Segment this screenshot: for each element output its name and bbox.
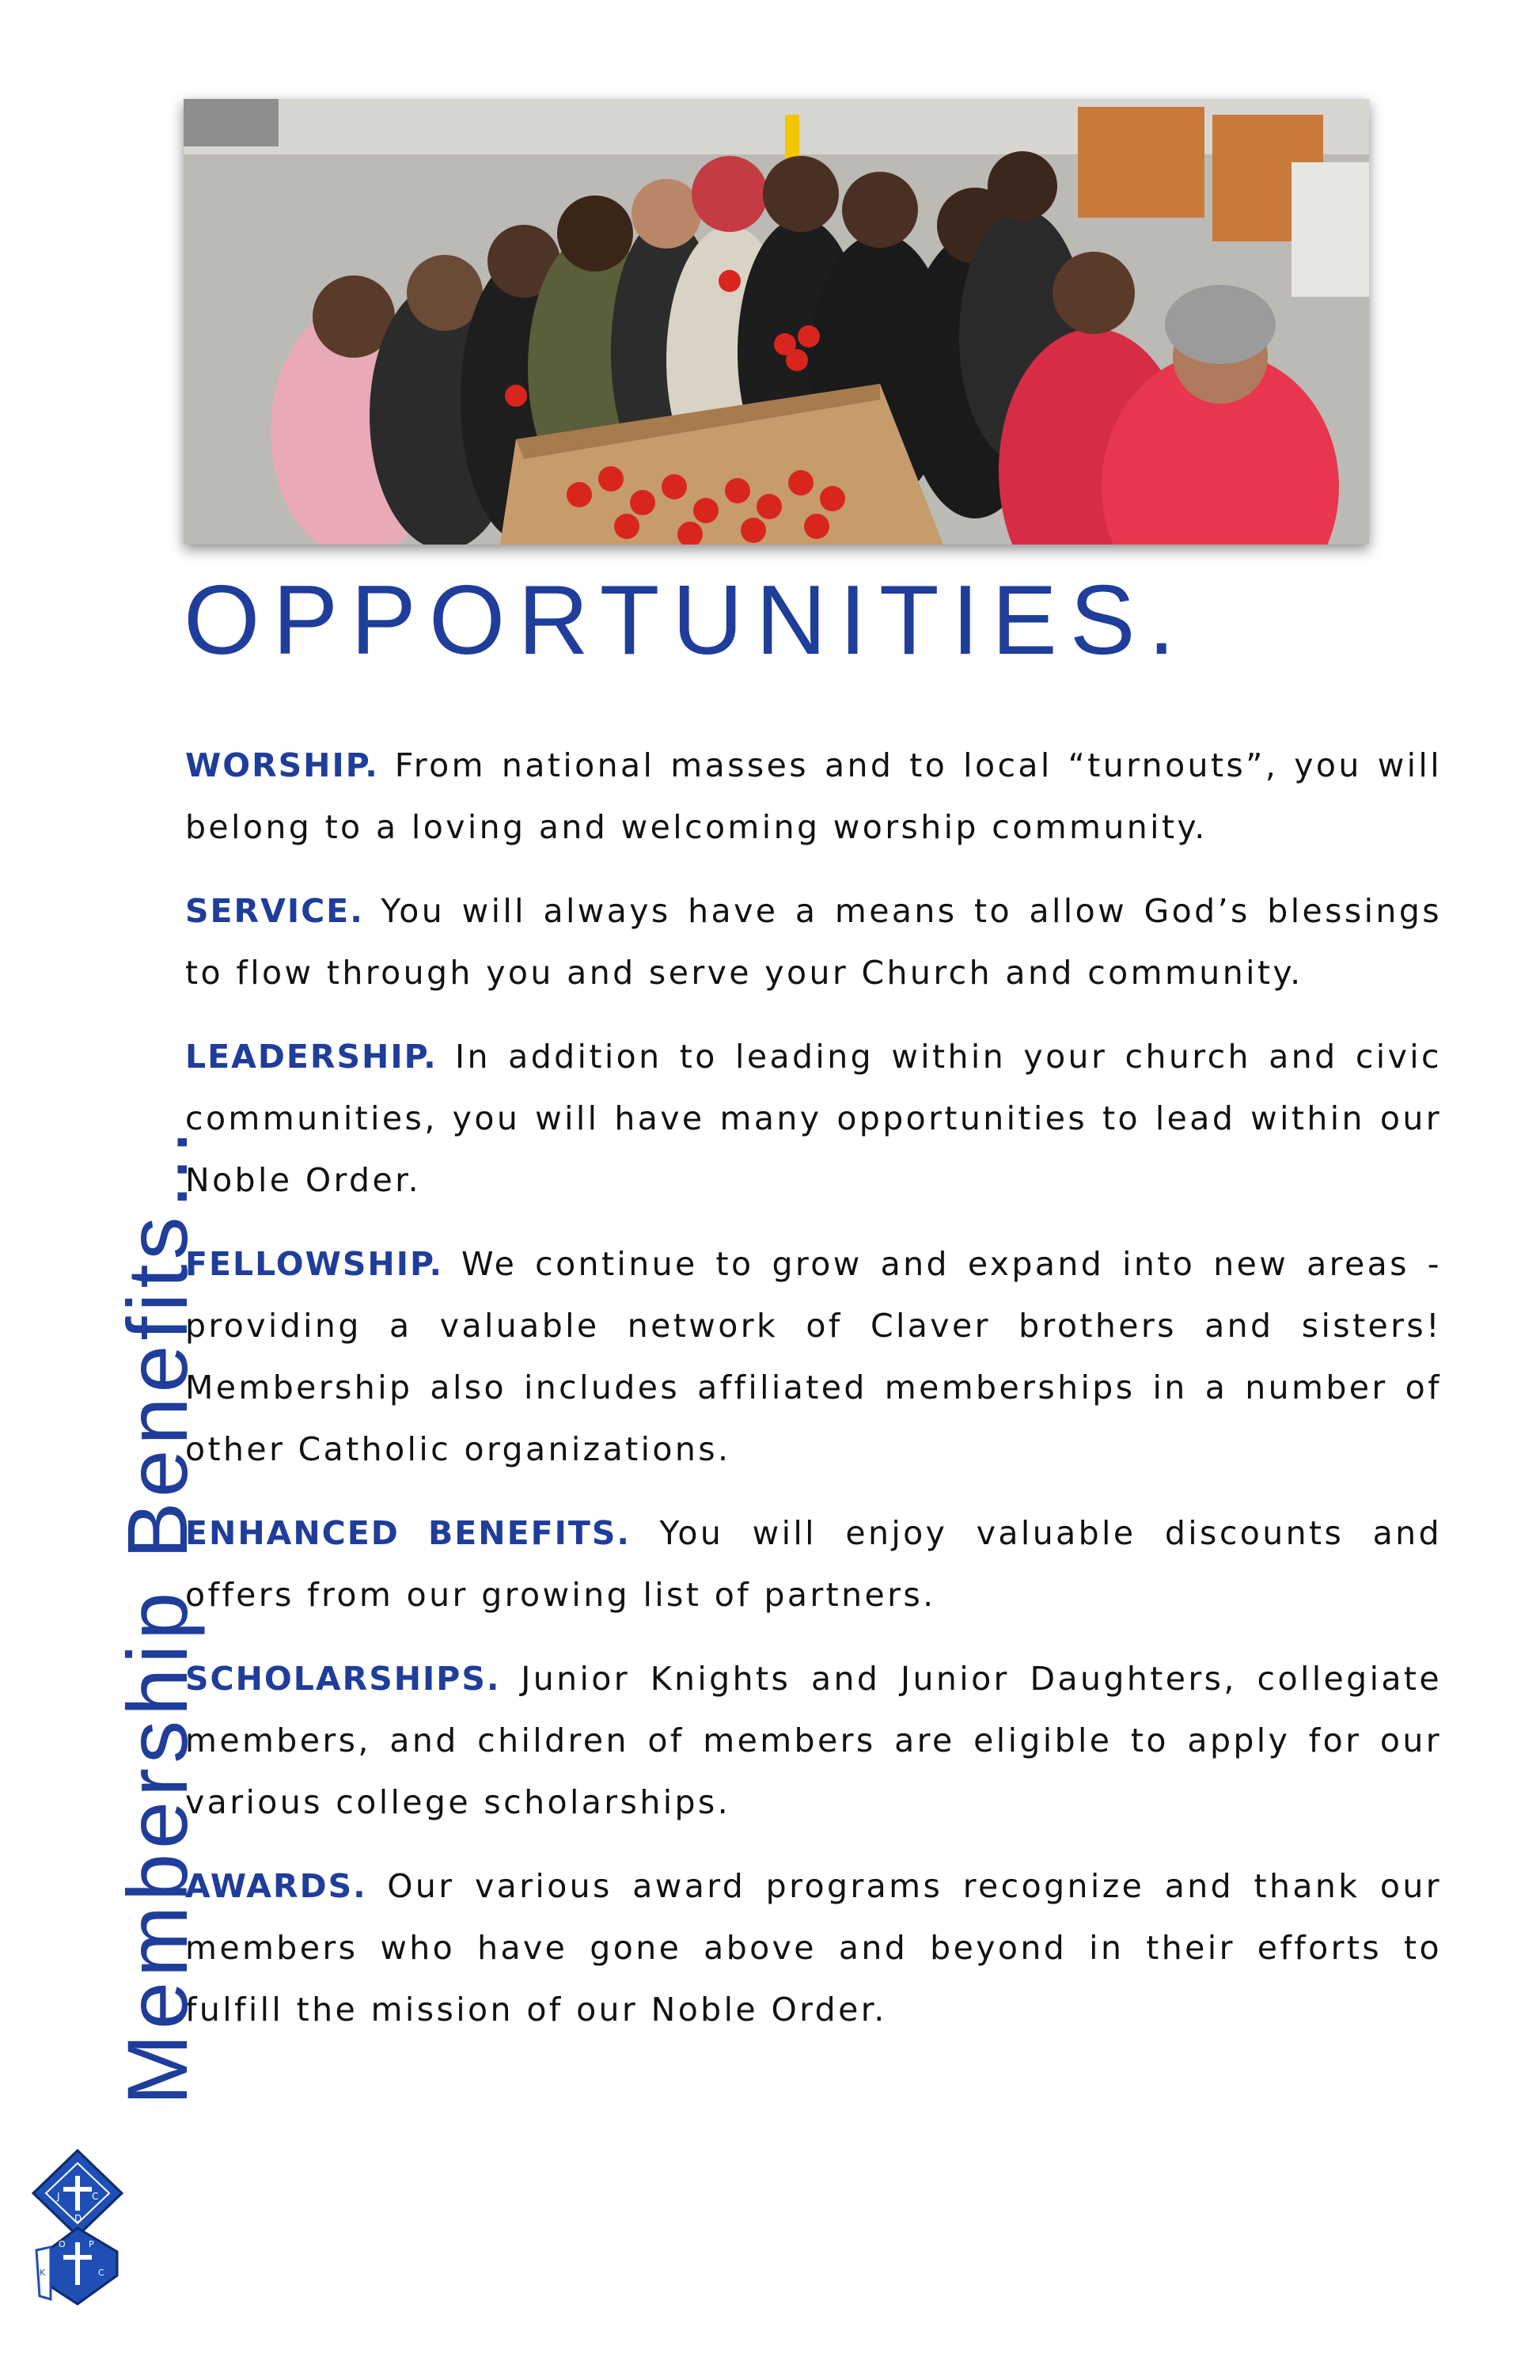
photo-illustration <box>184 99 1369 545</box>
benefit-leadership <box>185 1026 1442 1211</box>
benefit-enhanced-benefits <box>185 1502 1442 1626</box>
benefit-lead: SERVICE. <box>185 892 364 930</box>
svg-text:C: C <box>92 2191 99 2202</box>
svg-text:C: C <box>98 2268 104 2278</box>
benefit-text: In addition to leading within your church and civic communities, you will have many opportunities to lead within our Noble Order. <box>185 1038 1442 1199</box>
benefit-awards <box>185 1855 1442 2040</box>
benefit-text: Our various award programs recognize and thank our members who have gone above and beyond in their efforts to fulfill the mission of our Noble Order. <box>185 1867 1443 2029</box>
benefit-scholarships <box>185 1648 1442 1833</box>
volunteers-photo <box>184 99 1369 545</box>
benefit-lead: WORSHIP. <box>185 746 379 784</box>
svg-text:D: D <box>74 2213 82 2224</box>
benefit-text: You will always have a means to allow God’s blessings to flow through you and serve your Church and community. <box>185 892 1443 992</box>
benefit-text: Junior Knights and Junior Daughters, collegiate members, and children of members are eligible to apply for our various college scholarships. <box>185 1660 1442 1821</box>
logo-graphics <box>30 2149 125 2307</box>
benefit-text: From national masses and to local “turnouts”, you will belong to a loving and welcoming worship community. <box>185 746 1442 846</box>
side-title: Membership Benefits… <box>109 1122 205 2105</box>
benefit-service <box>185 880 1442 1004</box>
benefit-worship <box>185 734 1442 858</box>
knights-of-peter-claver-emblem-icon <box>36 2228 117 2304</box>
benefit-lead: ENHANCED BENEFITS. <box>185 1514 631 1552</box>
page-title: OPPORTUNITIES. <box>184 566 1188 675</box>
organization-logos <box>30 2149 125 2307</box>
benefit-text: You will enjoy valuable discounts and offers from our growing list of partners. <box>185 1514 1442 1614</box>
benefit-fellowship <box>185 1233 1442 1480</box>
benefits-list <box>185 734 1442 2063</box>
svg-text:P: P <box>89 2239 94 2249</box>
junior-daughters-emblem-icon <box>33 2150 122 2236</box>
svg-text:J: J <box>57 2191 60 2202</box>
benefit-text: We continue to grow and expand into new areas - providing a valuable network of Claver brothers and sisters! Membership also includes affiliated memberships in a number of other Catholic organizations. <box>185 1245 1443 1468</box>
benefit-lead: SCHOLARSHIPS. <box>185 1660 501 1698</box>
svg-text:O: O <box>59 2239 66 2249</box>
svg-text:K: K <box>40 2268 46 2278</box>
benefit-lead: AWARDS. <box>185 1867 367 1905</box>
benefit-lead: FELLOWSHIP. <box>185 1245 444 1283</box>
benefit-lead: LEADERSHIP. <box>185 1038 438 1076</box>
